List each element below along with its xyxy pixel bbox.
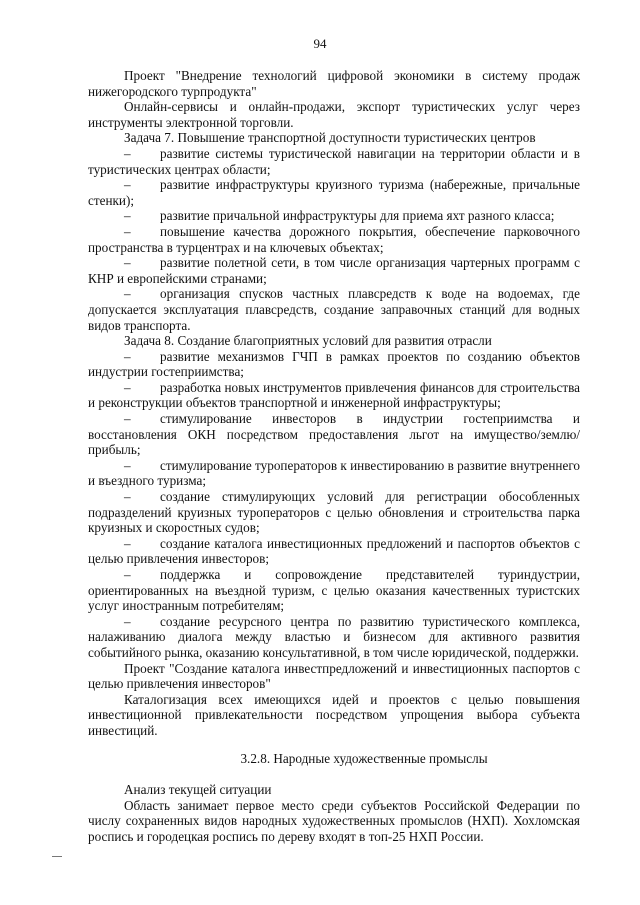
paragraph: Проект "Внедрение технологий цифровой экономики в систему продаж нижегородского турпродукта" — [88, 68, 580, 99]
bullet-item — [88, 536, 580, 567]
dash-marker: – — [124, 145, 131, 161]
bullet-text: стимулирование туроператоров к инвестированию в развитие внутреннего и въездного туризма; — [88, 457, 580, 489]
bullet-text: повышение качества дорожного покрытия, обеспечение парковочного пространства в турцентрах и на ключевых объектах; — [88, 223, 580, 255]
dash-marker: – — [124, 535, 131, 551]
bullet-item — [88, 177, 580, 208]
bullet-text: развитие механизмов ГЧП в рамках проектов по созданию объектов индустрии гостеприимства; — [88, 348, 580, 380]
dash-marker: – — [124, 223, 131, 239]
dash-marker: – — [124, 255, 131, 271]
section-heading: 3.2.8. Народные художественные промыслы — [240, 750, 488, 766]
bullet-item — [88, 458, 580, 489]
final-paragraph: Область занимает первое место среди субъектов Российской Федерации по числу сохраненных видов народных художественных промыслов (НХП). Хохломская роспись и городецкая роспись по дереву входят в топ-25 НХП России. — [88, 797, 580, 844]
bullet-item — [88, 614, 580, 661]
bullet-text: разработка новых инструментов привлечения финансов для строительства и реконструкции объектов транспортной и инженерной инфраструктуры; — [88, 379, 580, 411]
bullet-item — [88, 146, 580, 177]
bullet-item — [88, 411, 580, 458]
bullet-item — [88, 380, 580, 411]
paragraph: Проект "Создание каталога инвестпредложений и инвестиционных паспортов с целью привлечения инвесторов" — [88, 660, 580, 692]
dash-marker: – — [124, 411, 131, 427]
dash-marker: – — [124, 457, 131, 473]
paragraph: Каталогизация всех имеющихся идей и проектов с целью повышения инвестиционной привлекательности посредством упрощения выбора субъекта инвестиций. — [88, 691, 580, 738]
bullet-item — [88, 224, 580, 255]
bullet-item — [88, 255, 580, 286]
subheading: Анализ текущей ситуации — [124, 782, 272, 798]
margin-mark — [52, 856, 62, 857]
bullet-text: поддержка и сопровождение представителей туриндустрии, ориентированных на въездной туризм, с целью оказания качественных туристских услуг иностранным потребителям; — [88, 567, 580, 614]
document-body — [88, 68, 580, 845]
paragraph: Онлайн-сервисы и онлайн-продажи, экспорт туристических услуг через инструменты электронной торговли. — [88, 99, 580, 130]
bullet-text: создание ресурсного центра по развитию туристического комплекса, налаживанию диалога между властью и бизнесом для активного развития событийного рынка, оказанию консультативной, в том числе юридической, поддержки. — [88, 613, 580, 660]
dash-marker: – — [124, 379, 131, 395]
bullet-text: развитие инфраструктуры круизного туризма (набережные, причальные стенки); — [88, 177, 580, 208]
dash-marker: – — [124, 348, 131, 364]
paragraph: Задача 7. Повышение транспортной доступности туристических центров — [124, 130, 536, 146]
page-number: 94 — [313, 36, 327, 51]
paragraph: Задача 8. Создание благоприятных условий для развития отрасли — [124, 333, 492, 349]
dash-marker: – — [124, 286, 131, 302]
bullet-text: развитие причальной инфраструктуры для приема яхт разного класса; — [160, 208, 555, 224]
dash-marker: – — [124, 489, 131, 505]
bullet-text: организация спусков частных плавсредств к воде на водоемах, где допускается эксплуатация плавсредств, создание заправочных станций для водных видов транспорта. — [88, 286, 580, 333]
dash-marker: – — [124, 567, 131, 582]
bullet-text: стимулирование инвесторов в индустрии гостеприимства и восстановления ОКН посредством предоставления льгот на имущество/землю/прибыль; — [88, 411, 580, 458]
dash-marker: – — [124, 613, 131, 629]
bullet-text: развитие системы туристической навигации на территории области и в туристических центрах области; — [88, 145, 580, 177]
bullet-item — [88, 286, 580, 333]
bullet-text: развитие полетной сети, в том числе организация чартерных программ с КНР и европейскими странами; — [88, 255, 580, 286]
bullet-item — [88, 567, 580, 614]
dash-marker: – — [124, 208, 131, 224]
bullet-item — [88, 208, 580, 224]
dash-marker: – — [124, 177, 131, 193]
bullet-text: создание стимулирующих условий для регистрации обособленных подразделений круизных туроператоров с целью обновления и строительства парка круизных и скоростных судов; — [88, 489, 580, 536]
bullet-item — [88, 349, 580, 380]
paragraph-list — [88, 68, 580, 739]
bullet-item — [88, 489, 580, 536]
bullet-text: создание каталога инвестиционных предложений и паспортов объектов с целью привлечения инвесторов; — [88, 535, 580, 567]
